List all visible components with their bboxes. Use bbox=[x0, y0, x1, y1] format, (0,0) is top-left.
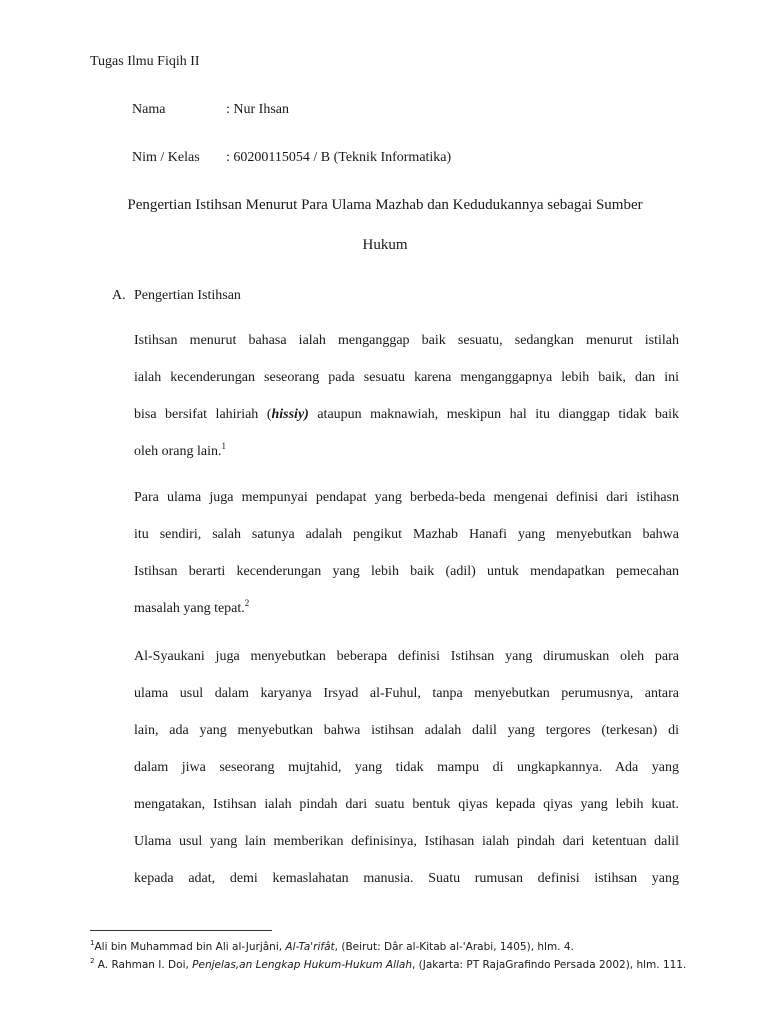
paragraph-1-line-3 bbox=[134, 406, 679, 424]
footnote-1 bbox=[90, 940, 574, 954]
footnote-ref-1[interactable]: 1 bbox=[221, 441, 226, 451]
paragraph-3-line-7: kepada adat, demi kemaslahatan manusia. Suatu rumusan definisi istihsan yang bbox=[134, 871, 679, 886]
paragraph-2-line-4 bbox=[134, 600, 249, 618]
paragraph-3-line-4: dalam jiwa seseorang mujtahid, yang tidak mampu di ungkapkannya. Ada yang bbox=[134, 760, 679, 775]
footnote-2-author: A. Rahman I. Doi, bbox=[94, 959, 193, 971]
assignment-title: Tugas Ilmu Fiqih II bbox=[90, 54, 200, 69]
nim-label: Nim / Kelas bbox=[132, 150, 200, 165]
footnote-separator bbox=[90, 930, 272, 931]
footnote-ref-2[interactable]: 2 bbox=[244, 598, 250, 608]
paragraph-2-line-2: itu sendiri, salah satunya adalah pengikut Mazhab Hanafi yang menyebutkan bahwa bbox=[134, 527, 679, 542]
name-value: : Nur Ihsan bbox=[226, 102, 289, 117]
footnote-1-book-title: Al-Ta'rifât bbox=[285, 941, 335, 953]
footnote-2-publication: , (Jakarta: PT RajaGrafindo Persada 2002), hlm. 111. bbox=[412, 959, 687, 971]
paragraph-3-line-1: Al-Syaukani juga menyebutkan beberapa definisi Istihsan yang dirumuskan oleh para bbox=[134, 649, 679, 664]
nim-value: : 60200115054 / B (Teknik Informatika) bbox=[226, 150, 452, 165]
paragraph-1-text: oleh orang lain. bbox=[134, 444, 222, 459]
footnote-2-book-title: Penjelas,an Lengkap Hukum-Hukum Allah bbox=[192, 959, 412, 971]
footnote-2-number: 2 bbox=[90, 957, 95, 965]
paragraph-1-text: ataupun maknawiah, meskipun hal itu dianggap tidak baik bbox=[308, 407, 679, 422]
section-a-heading: Pengertian Istihsan bbox=[134, 288, 241, 303]
paragraph-2-line-3: Istihsan berarti kecenderungan yang lebih baik (adil) untuk mendapatkan pemecahan bbox=[134, 564, 679, 579]
paragraph-1-line-2: ialah kecenderungan seseorang pada sesuatu karena menganggapnya lebih baik, dan ini bbox=[134, 370, 679, 385]
paragraph-3-line-5: mengatakan, Istihsan ialah pindah dari suatu bentuk qiyas kepada qiyas yang lebih kuat. bbox=[134, 797, 679, 812]
paragraph-3-line-3: lain, ada yang menyebutkan bahwa istihsan adalah dalil yang tergores (terkesan) di bbox=[134, 723, 679, 738]
name-label: Nama bbox=[132, 102, 166, 117]
paragraph-2-line-1: Para ulama juga mempunyai pendapat yang berbeda-beda mengenai definisi dari istihasn bbox=[134, 490, 679, 505]
document-title-line-2: Hukum bbox=[362, 237, 408, 253]
term-hissiy: hissiy) bbox=[271, 407, 309, 422]
paragraph-2-text: masalah yang tepat. bbox=[134, 601, 245, 616]
footnote-2 bbox=[90, 958, 686, 972]
paragraph-1-text: bisa bersifat lahiriah ( bbox=[134, 407, 272, 422]
paragraph-3-line-6: Ulama usul yang lain memberikan definisinya, Istihasan ialah pindah dari ketentuan dalil bbox=[134, 834, 679, 849]
paragraph-1-line-4 bbox=[134, 443, 226, 461]
footnote-1-publication: , (Beirut: Dâr al-Kitab al-'Arabi, 1405), hlm. 4. bbox=[334, 941, 574, 953]
document-title-line-1: Pengertian Istihsan Menurut Para Ulama Mazhab dan Kedudukannya sebagai Sumber bbox=[127, 197, 643, 213]
paragraph-1-line-1: Istihsan menurut bahasa ialah menganggap baik sesuatu, sedangkan menurut istilah bbox=[134, 333, 679, 348]
footnote-1-number: 1 bbox=[90, 939, 95, 947]
footnote-1-author: Ali bin Muhammad bin Ali al-Jurjâni, bbox=[94, 941, 286, 953]
paragraph-3-line-2: ulama usul dalam karyanya Irsyad al-Fuhul, tanpa menyebutkan perumusnya, antara bbox=[134, 686, 679, 701]
section-a-label: A. bbox=[112, 288, 126, 303]
